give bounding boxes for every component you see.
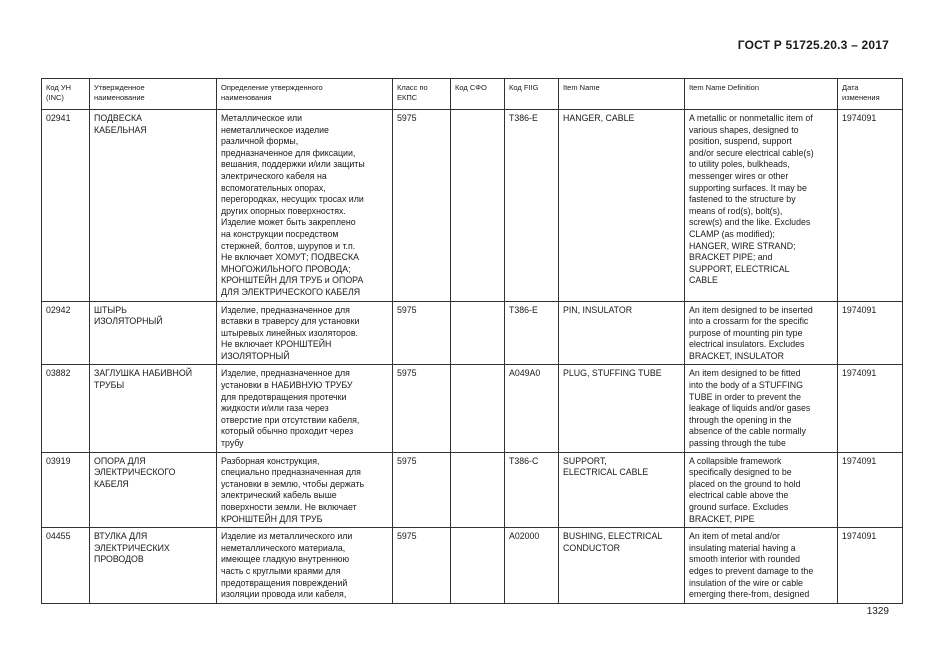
cell-item-name: SUPPORT, ELECTRICAL CABLE (559, 452, 685, 528)
cell-sfo (451, 452, 505, 528)
cell-definition: Изделие, предназначенное для установки в НАБИВНУЮ ТРУБУ для предотвращения протечки жидкости и/или газа через отверстие при отсутствии кабеля, который обычно проходит через трубу (217, 365, 393, 452)
cell-fiig: A02000 (505, 528, 559, 604)
col-header-definition: Определение утвержденного наименования (217, 79, 393, 110)
cell-fiig: A049A0 (505, 365, 559, 452)
cell-sfo (451, 110, 505, 302)
col-header-inc: Код УН (INC) (42, 79, 90, 110)
table-header (42, 79, 903, 110)
cell-change-date: 1974091 (838, 528, 903, 604)
cell-approved-name: ВТУЛКА ДЛЯ ЭЛЕКТРИЧЕСКИХ ПРОВОДОВ (90, 528, 217, 604)
page-number: 1329 (866, 606, 889, 617)
cell-sfo (451, 301, 505, 365)
cell-inc: 02941 (42, 110, 90, 302)
cell-item-name: HANGER, CABLE (559, 110, 685, 302)
cell-change-date: 1974091 (838, 301, 903, 365)
cell-class: 5975 (393, 528, 451, 604)
classification-table (41, 78, 903, 604)
col-header-item-name-definition: Item Name Definition (685, 79, 838, 110)
cell-sfo (451, 528, 505, 604)
col-header-approved-name: Утвержденное наименование (90, 79, 217, 110)
cell-item-name-definition: A collapsible framework specifically designed to be placed on the ground to hold electrical cable above the ground surface. Excludes BRACKET, PIPE (685, 452, 838, 528)
cell-inc: 03882 (42, 365, 90, 452)
header-row (42, 79, 903, 110)
table-row (42, 528, 903, 604)
cell-class: 5975 (393, 110, 451, 302)
table-row (42, 365, 903, 452)
cell-item-name-definition: An item designed to be fitted into the body of a STUFFING TUBE in order to prevent the leakage of liquids and/or gases through the opening in the absence of the cable normally passing through the tube (685, 365, 838, 452)
cell-approved-name: ПОДВЕСКА КАБЕЛЬНАЯ (90, 110, 217, 302)
cell-class: 5975 (393, 365, 451, 452)
cell-definition: Изделие из металлического или неметаллического материала, имеющее гладкую внутреннюю часть с круглыми краями для предотвращения повреждений изоляции провода или кабеля, (217, 528, 393, 604)
document-code: ГОСТ Р 51725.20.3 – 2017 (737, 38, 889, 52)
table-row (42, 452, 903, 528)
col-header-change-date: Дата изменения (838, 79, 903, 110)
col-header-item-name: Item Name (559, 79, 685, 110)
cell-class: 5975 (393, 301, 451, 365)
cell-fiig: T386-E (505, 110, 559, 302)
cell-inc: 04455 (42, 528, 90, 604)
cell-item-name-definition: An item designed to be inserted into a crossarm for the specific purpose of mounting pin type electrical insulators. Excludes BRACKET, INSULATOR (685, 301, 838, 365)
cell-approved-name: ОПОРА ДЛЯ ЭЛЕКТРИЧЕСКОГО КАБЕЛЯ (90, 452, 217, 528)
cell-item-name: PIN, INSULATOR (559, 301, 685, 365)
cell-item-name: PLUG, STUFFING TUBE (559, 365, 685, 452)
col-header-class: Класс по ЕКПС (393, 79, 451, 110)
cell-inc: 02942 (42, 301, 90, 365)
cell-fiig: T386-C (505, 452, 559, 528)
cell-change-date: 1974091 (838, 365, 903, 452)
cell-item-name: BUSHING, ELECTRICAL CONDUCTOR (559, 528, 685, 604)
cell-definition: Изделие, предназначенное для вставки в траверсу для установки штыревых линейных изоляторов. Не включает КРОНШТЕЙН ИЗОЛЯТОРНЫЙ (217, 301, 393, 365)
cell-approved-name: ШТЫРЬ ИЗОЛЯТОРНЫЙ (90, 301, 217, 365)
cell-class: 5975 (393, 452, 451, 528)
cell-change-date: 1974091 (838, 110, 903, 302)
col-header-fiig: Код FIIG (505, 79, 559, 110)
table-row (42, 301, 903, 365)
cell-item-name-definition: An item of metal and/or insulating material having a smooth interior with rounded edges to prevent damage to the insulation of the wire or cable emerging there-from, designed (685, 528, 838, 604)
cell-item-name-definition: A metallic or nonmetallic item of various shapes, designed to position, suspend, support and/or secure electrical cable(s) to utility poles, bulkheads, messenger wires or other supporting surfaces. It may be fastened to the structure by means of rod(s), bolt(s), screw(s) and the like. Excludes CLAMP (as modified); HANGER, WIRE STRAND; BRACKET PIPE; and SUPPORT, ELECTRICAL CABLE (685, 110, 838, 302)
cell-sfo (451, 365, 505, 452)
table-row (42, 110, 903, 302)
cell-definition: Металлическое или неметаллическое изделие различной формы, предназначенное для фиксации, вешания, поддержки и/или защиты электрического кабеля на вспомогательных опорах, перегородках, несущих тросах или других опорных поверхностях. Изделие может быть закреплено на конструкции посредством стержней, болтов, шурупов и т.п. Не включает ХОМУТ; ПОДВЕСКА МНОГОЖИЛЬНОГО ПРОВОДА; КРОНШТЕЙН ДЛЯ ТРУБ и ОПОРА ДЛЯ ЭЛЕКТРИЧЕСКОГО КАБЕЛЯ (217, 110, 393, 302)
cell-approved-name: ЗАГЛУШКА НАБИВНОЙ ТРУБЫ (90, 365, 217, 452)
cell-change-date: 1974091 (838, 452, 903, 528)
table-body (42, 110, 903, 604)
cell-fiig: T386-E (505, 301, 559, 365)
cell-inc: 03919 (42, 452, 90, 528)
col-header-sfo: Код СФО (451, 79, 505, 110)
cell-definition: Разборная конструкция, специально предназначенная для установки в землю, чтобы держать электрический кабель выше поверхности земли. Не включает КРОНШТЕЙН ДЛЯ ТРУБ (217, 452, 393, 528)
